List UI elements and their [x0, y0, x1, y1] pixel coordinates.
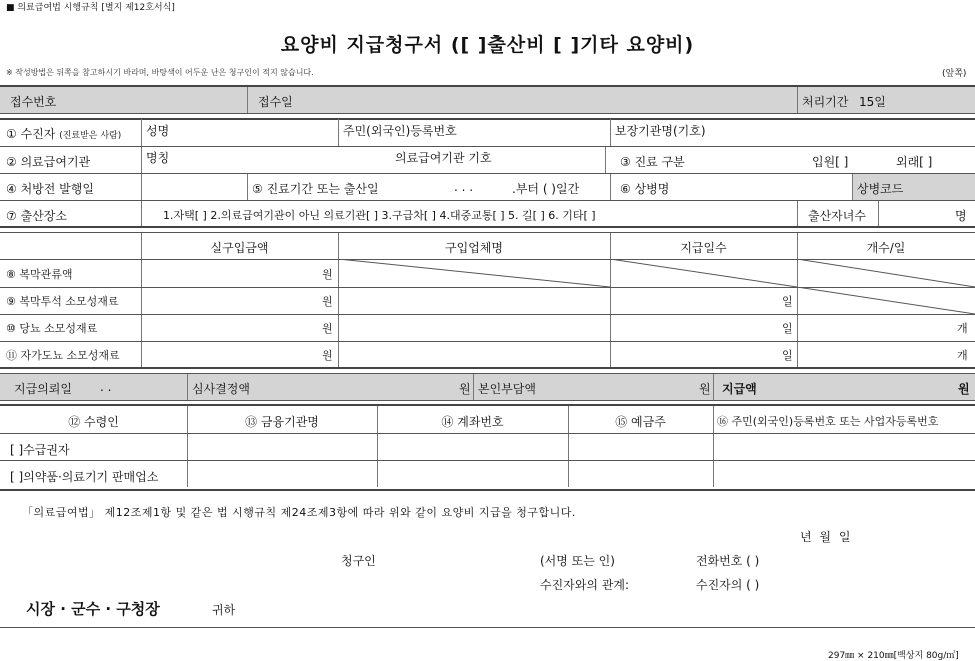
item-amount-unit[interactable]: 원	[322, 268, 333, 281]
receipt-date-label: 접수일	[258, 95, 293, 109]
inpatient-checkbox[interactable]: 입원[ ]	[812, 155, 849, 169]
recipient-beneficiary-checkbox[interactable]: [ ]수급권자	[10, 443, 70, 457]
claim-date[interactable]: 년 월 일	[800, 530, 851, 544]
treatment-period-days[interactable]: .부터 ( )일간	[512, 182, 580, 196]
birth-place-options[interactable]: 1.자택[ ] 2.의료급여기관이 아닌 의료기관[ ] 3.구급차[ ] 4.대중교통[ ] 5. 길[ ] 6. 기타[ ]	[163, 209, 596, 222]
institution-label: ② 의료급여기관	[6, 155, 91, 169]
item-count-unit[interactable]: 개	[957, 349, 968, 362]
item-amount-unit[interactable]: 원	[322, 349, 333, 362]
registration-number-header: ⑯ 주민(외국인)등록번호 또는 사업자등록번호	[717, 415, 939, 428]
children-count-label: 출산자녀수	[808, 209, 866, 223]
outpatient-checkbox[interactable]: 외래[ ]	[896, 155, 933, 169]
item-peritoneal-fluid: ⑧ 복막관류액	[6, 268, 73, 281]
bank-name-header: ⑬ 금융기관명	[245, 415, 319, 429]
prescription-date-label: ④ 처방전 발행일	[6, 182, 94, 196]
addressee-suffix: 귀하	[212, 603, 236, 617]
item-self-catheter: ⑪ 자가도뇨 소모성재료	[6, 349, 120, 362]
treatment-period-label: ⑤ 진료기간 또는 출산일	[252, 182, 379, 196]
patient-resident-number-field[interactable]: 주민(외국인)등록번호	[343, 124, 457, 138]
vendor-header: 구입업체명	[445, 241, 503, 255]
processing-period-value: 15일	[859, 95, 886, 109]
disease-name-label: ⑥ 상병명	[620, 182, 670, 196]
disease-code-label: 상병코드	[857, 182, 904, 196]
addressee: 시장 · 군수 · 구청장	[26, 600, 160, 618]
item-peritoneal-dialysis: ⑨ 복막투석 소모성재료	[6, 295, 119, 308]
item-days-unit[interactable]: 일	[782, 295, 793, 308]
diagonal-strike-count	[797, 287, 975, 314]
self-pay-unit: 원	[699, 382, 711, 396]
payment-request-date-label: 지급의뢰일	[14, 382, 72, 396]
payment-days-header: 지급일수	[680, 241, 727, 255]
receipt-number-label: 접수번호	[10, 95, 57, 109]
children-count-unit[interactable]: 명	[955, 209, 967, 223]
payment-amount-label: 지급액	[722, 382, 757, 396]
diagonal-strike-days	[610, 259, 797, 287]
claim-statement: 「의료급여법」 제12조제1항 및 같은 법 시행규칙 제24조제3항에 따라 위와 같이 요양비 지급을 청구합니다.	[22, 506, 576, 519]
institution-name-field[interactable]: 명칭	[146, 151, 170, 165]
item-count-unit[interactable]: 개	[957, 322, 968, 335]
recipient-vendor-checkbox[interactable]: [ ]의약품·의료기기 판매업소	[10, 470, 159, 484]
treatment-period-dots[interactable]: . . .	[454, 180, 474, 194]
page-side-label: (앞쪽)	[942, 69, 967, 79]
processing-period-label: 처리기간	[802, 95, 849, 109]
signature-field[interactable]: (서명 또는 인)	[540, 554, 615, 568]
review-amount-unit: 원	[459, 382, 471, 396]
count-per-day-header: 개수/일	[866, 241, 906, 255]
self-pay-label: 본인부담액	[478, 382, 536, 396]
relation-label: 수진자와의 관계:	[540, 578, 630, 592]
care-type-label: ③ 진료 구분	[620, 155, 685, 169]
item-days-unit[interactable]: 일	[782, 349, 793, 362]
item-amount-unit[interactable]: 원	[322, 295, 333, 308]
patient-name-field[interactable]: 성명	[146, 124, 170, 138]
account-number-header: ⑭ 계좌번호	[441, 415, 504, 429]
review-amount-label: 심사결정액	[192, 382, 250, 396]
page-title: 요양비 지급청구서 ([ ]출산비 [ ]기타 요양비)	[280, 34, 695, 56]
patient-label: ① 수진자 (진료받은 사람)	[6, 127, 122, 141]
diagonal-strike-vendor	[338, 259, 610, 287]
institution-code-field[interactable]: 의료급여기관 기호	[395, 151, 492, 165]
instruction-note: ※ 작성방법은 뒤쪽을 참고하시기 바라며, 바탕색이 어두운 난은 청구인이 적지 않습니다.	[6, 68, 314, 77]
insurer-field[interactable]: 보장기관명(기호)	[615, 124, 706, 138]
item-diabetes: ⑩ 당뇨 소모성재료	[6, 322, 98, 335]
phone-field[interactable]: 전화번호 ( )	[696, 554, 760, 568]
paper-spec: 297㎜ × 210㎜[백상지 80g/㎡]	[828, 651, 959, 661]
diagonal-strike-count	[797, 259, 975, 287]
claimant-label: 청구인	[341, 554, 376, 568]
form-reference: ■ 의료급여법 시행규칙 [별지 제12호서식]	[6, 3, 175, 13]
payment-amount-unit: 원	[958, 382, 970, 396]
payment-request-date-dots: . .	[100, 380, 112, 394]
relation-field[interactable]: 수진자의 ( )	[696, 578, 760, 592]
actual-amount-header: 실구입금액	[210, 241, 269, 255]
item-days-unit[interactable]: 일	[782, 322, 793, 335]
birth-place-label: ⑦ 출산장소	[6, 209, 67, 223]
account-holder-header: ⑮ 예금주	[615, 415, 666, 429]
recipient-header: ⑫ 수령인	[68, 415, 119, 429]
item-amount-unit[interactable]: 원	[322, 322, 333, 335]
